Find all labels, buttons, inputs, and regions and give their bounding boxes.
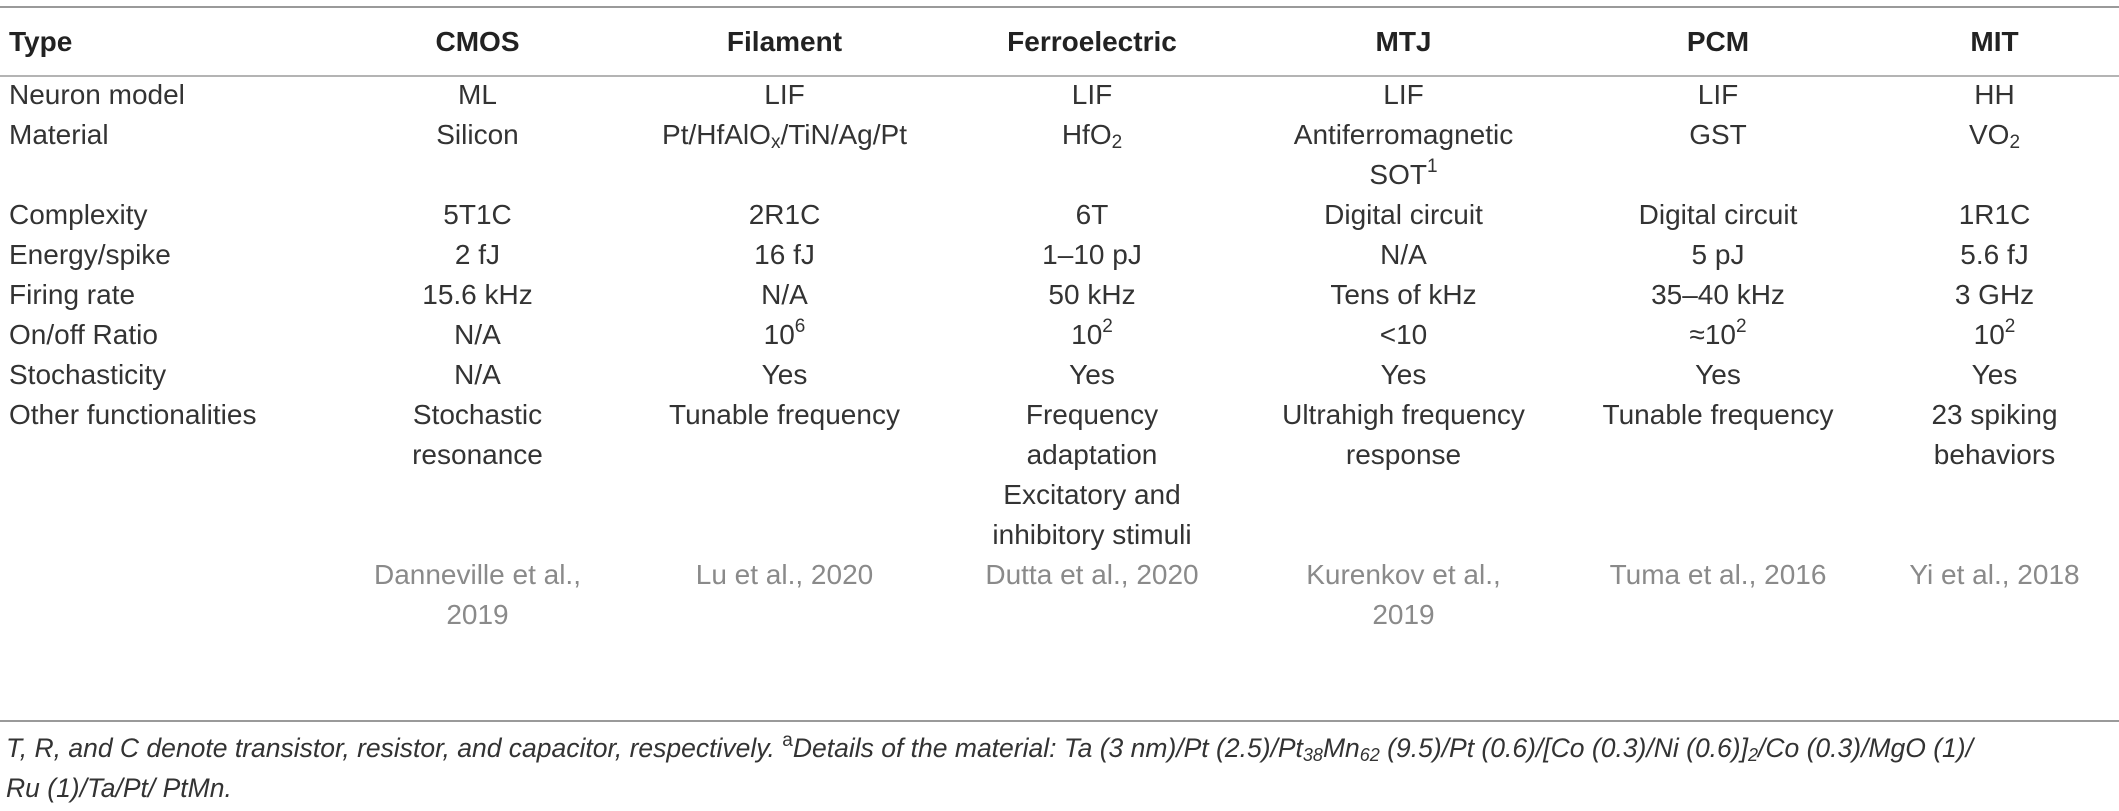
cell: $10^2$ [1071,316,1113,350]
cell: 5 pJ [1691,239,1745,270]
cell: Silicon [436,119,519,150]
cell: N/A [454,319,501,350]
cell: 2 fJ [454,239,501,270]
cell: N/A [454,359,501,390]
reference-cell: Lu et al., 2020 [695,559,874,590]
header-type: Type [9,25,73,57]
cell: <10 [1379,319,1428,350]
cell: 23 spiking behaviors [1931,399,2058,470]
cell: Stochastic resonance [412,399,543,470]
cell: N/A [1380,239,1427,270]
reference-cell: Tuma et al., 2016 [1609,559,1827,590]
row-label-neuron-model: Neuron model [9,79,185,110]
cell: Yes [1971,359,2018,390]
cell: LIF [1697,79,1739,110]
cell: Yes [1069,359,1115,390]
cell: 1R1C [1958,199,2031,230]
header-ferroelectric: Ferroelectric [1007,25,1177,57]
cell: Antiferromagnetic SOT$^1$ [1293,119,1514,190]
table-row [0,355,2119,395]
cell: Yes [761,359,808,390]
cell: Tens of kHz [1330,279,1477,310]
cell: Yes [1695,359,1741,390]
table-row [0,115,2119,195]
cell: Tunable frequency [669,399,900,430]
header-pcm: PCM [1686,25,1750,57]
cell: Digital circuit [1638,199,1798,230]
cell: N/A [761,279,808,310]
cell: HfO$_2$ [1061,119,1123,153]
cell: $\approx 10^2$ [1689,316,1747,350]
cell: $VO_2$ [1968,119,2021,153]
cell: LIF [1071,79,1113,110]
table-row [0,75,2119,115]
table-row-references [0,555,2119,635]
reference-cell: Kurenkov et al., 2019 [1306,559,1501,630]
row-label-on-off-ratio: On/off Ratio [9,319,158,350]
reference-cell: Dutta et al., 2020 [985,559,1199,590]
cell: LIF [1383,79,1424,110]
cell: 50 kHz [1048,279,1136,310]
cell: Tunable frequency [1602,399,1834,430]
table-bottom-rule [0,720,2119,722]
footnote-marker: a [782,730,793,751]
cell: Digital circuit [1324,199,1483,230]
header-mtj: MTJ [1375,25,1432,57]
table-row [0,195,2119,235]
table-footnote: T, R, and C denote transistor, resistor, and capacitor, respectively. $^a$Details of the material: Ta (3 nm)/Pt $(2.5)/Pt_{38}Mn_{62}$ (9.5)/Pt (0.6)/[Co (0.3)/Ni $(0.6)]_2/Co$ (0.3)/MgO (1)/ Ru (1)/Ta/Pt/ PtMn. [6,730,1973,803]
neuron-comparison-table [0,8,2119,635]
cell: 16 fJ [754,239,815,270]
table-row [0,275,2119,315]
header-row [0,8,2119,75]
cell: 2R1C [748,199,821,230]
row-label-stochasticity: Stochasticity [9,359,167,390]
cell: 3 GHz [1954,279,2035,310]
reference-cell: Danneville et al., 2019 [373,559,581,630]
cell: 35–40 kHz [1651,279,1785,310]
row-label-complexity: Complexity [9,199,148,230]
row-label-other-functionalities: Other functionalities [9,399,257,430]
cell: Yes [1380,359,1427,390]
row-label-energy: Energy/spike [9,239,171,270]
cell: 5.6 fJ [1960,239,2029,270]
cell: GST [1689,119,1747,150]
reference-cell: Yi et al., 2018 [1909,559,2080,590]
cell: LIF [764,79,805,110]
cell: Ultrahigh frequency response [1282,399,1525,470]
cell: 6T [1075,199,1109,230]
cell: Frequency adaptation Excitatory and inhibitory stimuli [992,399,1192,550]
header-cmos: CMOS [435,25,520,57]
table-row [0,235,2119,275]
cell: HH [1974,79,2015,110]
cell: $10^6$ [763,316,806,350]
row-label-material: Material [9,119,109,150]
table-row [0,395,2119,555]
cell: Pt/HfAlO$_x$/TiN/Ag/Pt [662,119,907,153]
cell: 15.6 kHz [422,279,533,310]
cell: $10^2$ [1973,316,2016,350]
header-mit: MIT [1970,25,2019,57]
cell: ML [458,79,497,110]
header-filament: Filament [726,25,843,57]
row-label-firing-rate: Firing rate [9,279,136,310]
cell: 1–10 pJ [1042,239,1142,270]
cell: 5T1C [443,199,512,230]
table-row [0,315,2119,355]
row-label-references [0,555,329,635]
